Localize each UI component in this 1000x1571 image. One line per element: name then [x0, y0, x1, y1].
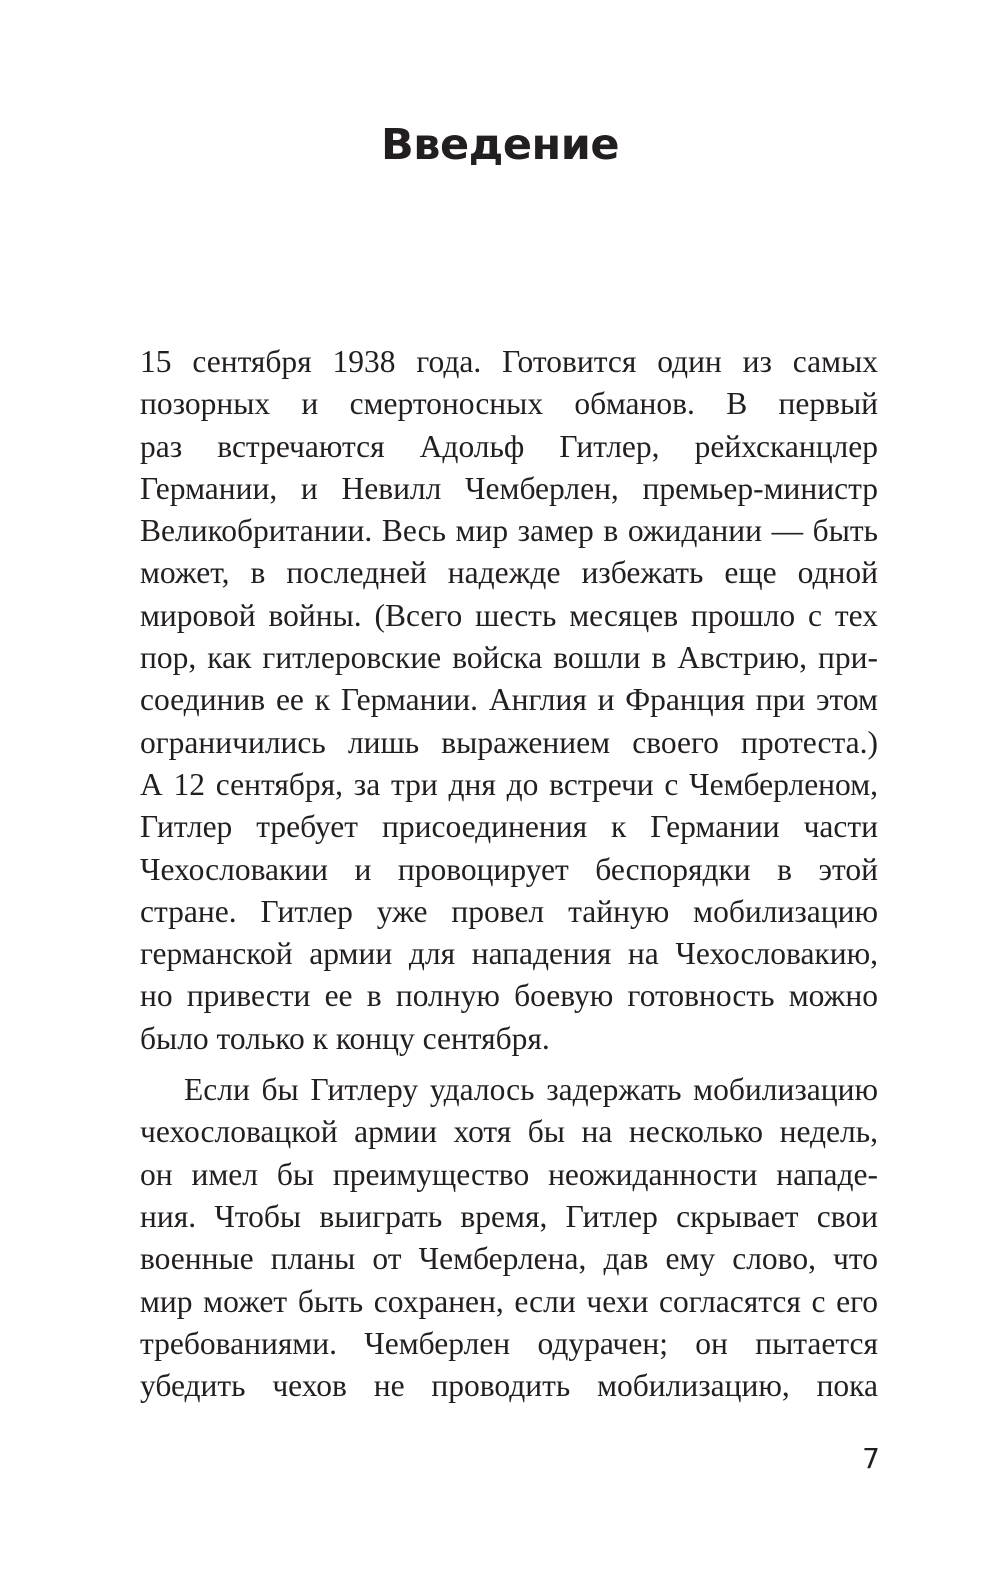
- text-line: позорных и смертоносных обманов. В первый: [140, 386, 878, 422]
- text-line: Чехословакии и провоцирует беспорядки в этой: [140, 851, 878, 887]
- page-number: 7: [862, 1442, 880, 1475]
- chapter-title: Введение: [380, 120, 620, 170]
- text-line: 15 сентября 1938 года. Готовится один из самых: [140, 344, 878, 379]
- text-line: мировой войны. (Всего шесть месяцев прошло с тех: [140, 597, 878, 633]
- text-line: может, в последней надежде избежать еще одной: [140, 555, 878, 591]
- text-line: было только к концу сентября.: [140, 1020, 550, 1056]
- text-line: но привести ее в полную боевую готовность можно: [140, 978, 878, 1014]
- text-line: германской армии для нападения на Чехословакию,: [140, 936, 878, 972]
- text-line: убедить чехов не проводить мобилизацию, пока: [140, 1368, 878, 1404]
- text-line: раз встречаются Адольф Гитлер, рейхсканцлер: [140, 428, 878, 464]
- text-line: пор, как гитлеровские войска вошли в Австрию, при-: [140, 640, 878, 676]
- text-line: он имел бы преимущество неожиданности нападе-: [140, 1156, 878, 1192]
- paragraph-spacing: [140, 1060, 878, 1069]
- paragraph-1: [140, 341, 878, 1060]
- text-line: военные планы от Чемберлена, дав ему слово, что: [140, 1241, 878, 1277]
- text-line: мир может быть сохранен, если чехи согласятся с его: [140, 1283, 878, 1319]
- text-line: Великобритании. Весь мир замер в ожидании — быть: [140, 513, 878, 549]
- text-line: ния. Чтобы выиграть время, Гитлер скрывает свои: [140, 1198, 878, 1234]
- text-line: А 12 сентября, за три дня до встречи с Чемберленом,: [140, 766, 878, 802]
- text-line: требованиями. Чемберлен одурачен; он пытается: [140, 1325, 878, 1361]
- body-text: [140, 341, 878, 1407]
- text-line: Гитлер требует присоединения к Германии части: [140, 809, 878, 845]
- text-line: чехословацкой армии хотя бы на несколько недель,: [140, 1114, 878, 1150]
- paragraph-2: [140, 1069, 878, 1407]
- text-line: соединив ее к Германии. Англия и Франция при этом: [140, 682, 878, 718]
- text-line: стране. Гитлер уже провел тайную мобилизацию: [140, 893, 878, 929]
- text-line: Если бы Гитлеру удалось задержать мобилизацию: [184, 1072, 878, 1108]
- text-line: ограничились лишь выражением своего протеста.): [140, 724, 878, 760]
- text-line: Германии, и Невилл Чемберлен, премьер-министр: [140, 470, 878, 506]
